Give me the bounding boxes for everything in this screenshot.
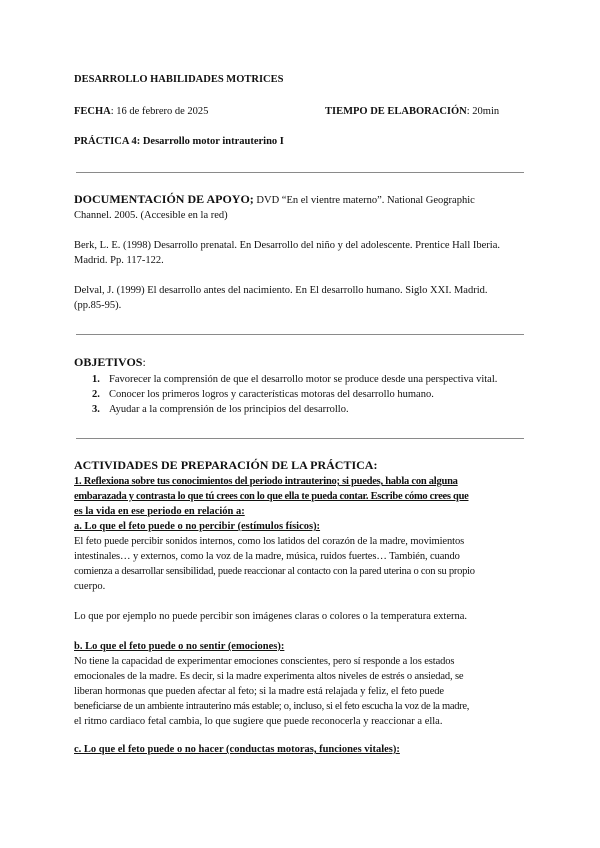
section-b-text: No tiene la capacidad de experimentar emociones conscientes, pero sí responde a los estados	[74, 656, 455, 667]
section-c-title: c. Lo que el feto puede o no hacer (conductas motoras, funciones vitales):	[74, 744, 400, 755]
list-number: 2.	[92, 389, 100, 400]
list-item	[92, 372, 522, 387]
instruction-line: es la vida en ese periodo en relación a:	[74, 506, 245, 517]
instruction-line: embarazada y contrasta lo que tú crees con lo que ella te pueda contar. Escribe cómo crees que	[74, 491, 469, 502]
actividades-title: ACTIVIDADES DE PREPARACIÓN DE LA PRÁCTICA:	[74, 458, 378, 472]
list-number: 1.	[92, 374, 100, 385]
objetivos-colon: :	[142, 355, 146, 369]
fecha-label: FECHA	[74, 106, 111, 117]
reference-berk-cont: Madrid. Pp. 117-122.	[74, 255, 164, 266]
section-b-text: beneficiarse de un ambiente intrauterino más estable; o, incluso, si el feto escucha la voz de la madre,	[74, 701, 470, 712]
section-a-text: cuerpo.	[74, 581, 106, 592]
objetivos-heading	[74, 355, 525, 370]
section-a-text: comienza a desarrollar sensibilidad, puede reaccionar al contacto con la pared uterina o con su propio	[74, 566, 475, 577]
list-item	[92, 387, 522, 402]
objetivos-list	[92, 372, 522, 417]
list-text: Conocer los primeros logros y características motoras del desarrollo humano.	[109, 389, 434, 400]
section-a-text: intestinales… y externos, como la voz de la madre, música, ruidos fuertes… También, cuando	[74, 551, 460, 562]
objetivos-title: OBJETIVOS	[74, 355, 143, 369]
fecha-value: : 16 de febrero de 2025	[110, 106, 209, 117]
list-item	[92, 402, 522, 417]
divider	[76, 172, 524, 173]
reference-delval: Delval, J. (1999) El desarrollo antes del nacimiento. En El desarrollo humano. Siglo XXI. Madrid.	[74, 285, 488, 296]
section-b-text: el ritmo cardiaco fetal cambia, lo que sugiere que puede reconocerla y reaccionar a ella.	[74, 716, 443, 727]
divider	[76, 334, 524, 335]
time-line	[325, 104, 525, 119]
list-number: 3.	[92, 404, 100, 415]
section-b-title: b. Lo que el feto puede o no sentir (emociones):	[74, 641, 285, 652]
document-title: DESARROLLO HABILIDADES MOTRICES	[74, 74, 284, 85]
tiempo-value: : 20min	[466, 106, 500, 117]
tiempo-label: TIEMPO DE ELABORACIÓN	[325, 106, 467, 117]
reference-delval-cont: (pp.85-95).	[74, 300, 122, 311]
section-b-text: emocionales de la madre. Es decir, si la madre experimenta altos niveles de estrés o ansiedad, se	[74, 671, 464, 682]
divider	[76, 438, 524, 439]
documentacion-label: DOCUMENTACIÓN DE APOYO;	[74, 192, 254, 206]
documentacion-dvd: DVD “En el vientre materno”. National Geographic	[253, 195, 475, 206]
section-a-text: El feto puede percibir sonidos internos, como los latidos del corazón de la madre, movimientos	[74, 536, 465, 547]
section-b-text: liberan hormonas que pueden afectar al feto; si la madre está relajada y feliz, el feto puede	[74, 686, 444, 697]
list-text: Ayudar a la comprensión de los principios del desarrollo.	[109, 404, 349, 415]
section-a-title: a. Lo que el feto puede o no percibir (estímulos físicos):	[74, 521, 321, 532]
documentacion-dvd-cont: Channel. 2005. (Accesible en la red)	[74, 210, 228, 221]
documentacion-line	[74, 192, 525, 208]
practica-title: PRÁCTICA 4: Desarrollo motor intrauterino I	[74, 136, 284, 147]
instruction-line: 1. Reflexiona sobre tus conocimientos del periodo intrauterino; si puedes, habla con alguna	[74, 476, 458, 487]
section-a-text: Lo que por ejemplo no puede percibir son imágenes claras o colores o la temperatura externa.	[74, 611, 468, 622]
list-text: Favorecer la comprensión de que el desarrollo motor se produce desde una perspectiva vital.	[109, 374, 498, 385]
reference-berk: Berk, L. E. (1998) Desarrollo prenatal. En Desarrollo del niño y del adolescente. Prentice Hall Iberia.	[74, 240, 500, 251]
